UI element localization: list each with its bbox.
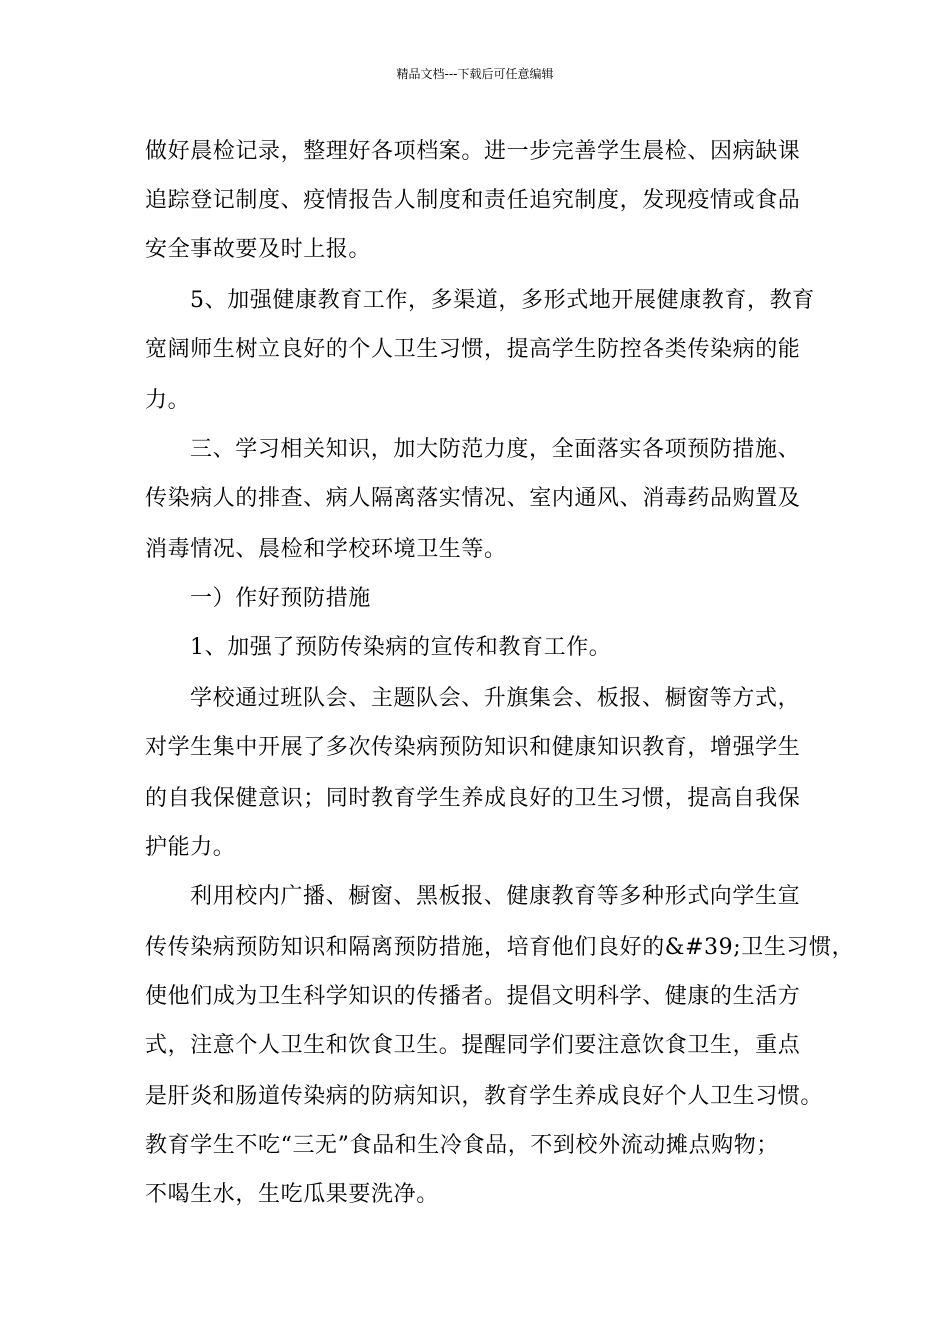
- text-line: 传染病人的排查、病人隔离落实情况、室内通风、消毒药品购置及: [145, 486, 801, 511]
- text-line: 一）作好预防措施: [190, 586, 371, 611]
- text-line: 1、加强了预防传染病的宣传和教育工作。: [190, 635, 612, 660]
- text-line: 的自我保健意识；同时教育学生养成良好的卫生习惯，提高自我保: [145, 786, 801, 811]
- text-line: 式，注意个人卫生和饮食卫生。提醒同学们要注意饮食卫生，重点: [145, 1033, 801, 1058]
- text-line: 对学生集中开展了多次传染病预防知识和健康知识教育，增强学生: [145, 735, 801, 760]
- text-line: 学校通过班队会、主题队会、升旗集会、板报、橱窗等方式，: [190, 686, 801, 711]
- text-line: 宽阔师生树立良好的个人卫生习惯，提高学生防控各类传染病的能: [145, 337, 801, 362]
- text-line: 是肝炎和肠道传染病的防病知识，教育学生养成良好个人卫生习惯。: [145, 1084, 824, 1109]
- text-line: 消毒情况、晨检和学校环境卫生等。: [145, 537, 507, 562]
- text-line: 传传染病预防知识和隔离预防措施，培育他们良好的&#39;卫生习惯，: [145, 935, 855, 960]
- text-line: 做好晨检记录，整理好各项档案。进一步完善学生晨检、因病缺课: [145, 139, 801, 164]
- text-line: 力。: [145, 388, 191, 413]
- text-line: 追踪登记制度、疫情报告人制度和责任追究制度，发现疫情或食品: [145, 188, 801, 213]
- text-line: 安全事故要及时上报。: [145, 237, 372, 262]
- text-line: 教育学生不吃“三无”食品和生冷食品，不到校外流动摊点购物；: [145, 1133, 779, 1158]
- text-line: 不喝生水，生吃瓜果要洗净。: [145, 1182, 439, 1207]
- page-header: 精品文档---下载后可任意编辑: [396, 67, 554, 81]
- text-line: 护能力。: [145, 835, 236, 860]
- text-line: 利用校内广播、橱窗、黑板报、健康教育等多种形式向学生宣: [190, 884, 801, 909]
- text-line: 三、学习相关知识，加大防范力度，全面落实各项预防措施、: [190, 437, 801, 462]
- text-line: 5、加强健康教育工作，多渠道，多形式地开展健康教育，教育: [190, 288, 815, 313]
- text-line: 使他们成为卫生科学知识的传播者。提倡文明科学、健康的生活方: [145, 984, 801, 1009]
